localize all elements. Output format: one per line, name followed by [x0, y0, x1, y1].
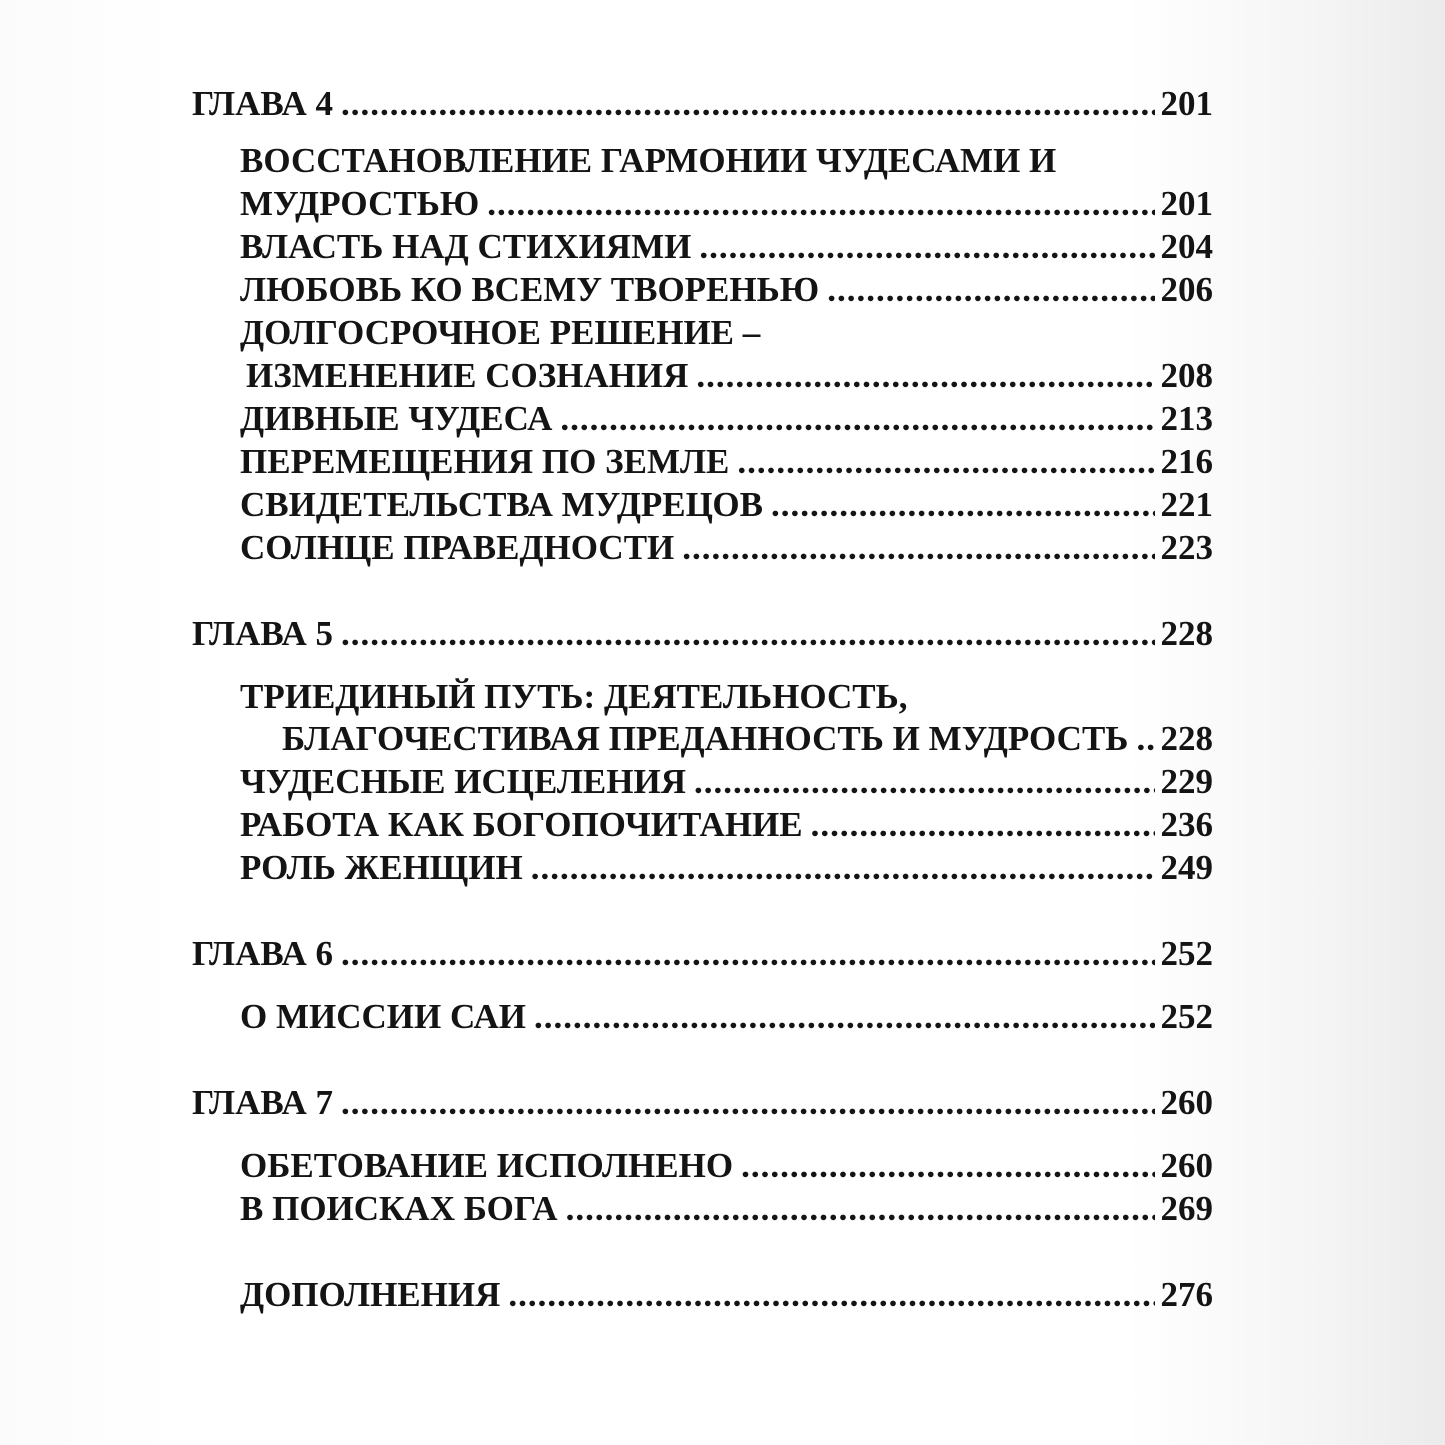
toc-entry-title: СВИДЕТЕЛЬСТВА МУДРЕЦОВ — [240, 485, 763, 524]
toc-page-number: 206 — [1160, 270, 1213, 309]
toc-page-number: 269 — [1160, 1189, 1213, 1228]
dot-leader — [694, 762, 1155, 802]
dot-leader — [341, 84, 1154, 124]
toc-entry-love-for-creation[interactable] — [240, 270, 1213, 310]
toc-entry-appendix[interactable] — [240, 1275, 1213, 1315]
toc-page-number: 276 — [1160, 1275, 1213, 1314]
toc-entry-wonderful-miracles[interactable] — [240, 399, 1213, 439]
toc-entry-work-as-worship[interactable] — [240, 805, 1213, 845]
toc-page-number: 216 — [1160, 442, 1213, 481]
dot-leader — [682, 528, 1154, 568]
dot-leader — [737, 442, 1154, 482]
dot-leader — [560, 399, 1154, 439]
toc-entry-title: СОЛНЦЕ ПРАВЕДНОСТИ — [240, 528, 675, 567]
toc-entry-title: ГЛАВА 7 — [192, 1083, 334, 1122]
toc-chapter-5[interactable] — [192, 614, 1213, 654]
toc-page-number: 260 — [1160, 1146, 1213, 1185]
toc-entry-title: МУДРОСТЬЮ — [240, 184, 480, 223]
toc-entry-promise-fulfilled[interactable] — [240, 1146, 1213, 1186]
toc-entry-long-term-solution[interactable] — [246, 356, 1213, 396]
toc-page-number: 213 — [1160, 399, 1213, 438]
toc-entry-title: БЛАГОЧЕСТИВАЯ ПРЕДАННОСТЬ И МУДРОСТЬ — [282, 719, 1129, 758]
dot-leader — [811, 805, 1155, 845]
toc-page-number: 201 — [1160, 184, 1213, 223]
toc-entry-restoring-harmony[interactable] — [240, 184, 1213, 224]
dot-leader — [341, 1083, 1154, 1123]
dot-leader — [487, 184, 1154, 224]
dot-leader — [531, 848, 1155, 888]
toc-chapter-6[interactable] — [192, 934, 1213, 974]
toc-entry-title-line1: ВОССТАНОВЛЕНИЕ ГАРМОНИИ ЧУДЕСАМИ И — [240, 141, 1057, 180]
toc-entry-title-line1: ТРИЕДИНЫЙ ПУТЬ: ДЕЯТЕЛЬНОСТЬ, — [240, 677, 908, 716]
toc-entry-travels[interactable] — [240, 442, 1213, 482]
dot-leader — [699, 227, 1154, 267]
toc-page-number: 252 — [1160, 997, 1213, 1036]
toc-page-number: 236 — [1160, 805, 1213, 844]
toc-entry-title: ГЛАВА 4 — [192, 84, 334, 123]
toc-entry-title: ДОПОЛНЕНИЯ — [240, 1275, 501, 1314]
dot-leader — [827, 270, 1154, 310]
toc-entry-title-line1: ДОЛГОСРОЧНОЕ РЕШЕНИЕ – — [240, 313, 761, 352]
dot-leader — [741, 1146, 1154, 1186]
toc-page-number: 208 — [1160, 356, 1213, 395]
toc-entry-sai-mission[interactable] — [240, 997, 1213, 1037]
toc-entry-title: ГЛАВА 6 — [192, 934, 334, 973]
dot-leader — [534, 997, 1154, 1037]
dot-leader — [508, 1275, 1154, 1315]
toc-entry-title: О МИССИИ САИ — [240, 997, 527, 1036]
toc-page-number: 204 — [1160, 227, 1213, 266]
toc-entry-title: В ПОИСКАХ БОГА — [240, 1189, 558, 1228]
dot-leader — [1136, 719, 1156, 759]
toc-page-number: 252 — [1160, 934, 1213, 973]
toc-page-number: 229 — [1160, 762, 1213, 801]
toc-entry-title: ПЕРЕМЕЩЕНИЯ ПО ЗЕМЛЕ — [240, 442, 730, 481]
dot-leader — [341, 614, 1154, 654]
dot-leader — [341, 934, 1154, 974]
toc-entry-role-of-women[interactable] — [240, 848, 1213, 888]
dot-leader — [696, 356, 1154, 396]
toc-page-number: 228 — [1160, 614, 1213, 653]
toc-page-number: 223 — [1160, 528, 1213, 567]
toc-entry-sages-testimonies[interactable] — [240, 485, 1213, 525]
toc-entry-power-over-elements[interactable] — [240, 227, 1213, 267]
toc-entry-title: РАБОТА КАК БОГОПОЧИТАНИЕ — [240, 805, 803, 844]
toc-entry-title: ГЛАВА 5 — [192, 614, 334, 653]
toc-page-number: 221 — [1160, 485, 1213, 524]
toc-entry-title: ОБЕТОВАНИЕ ИСПОЛНЕНО — [240, 1146, 734, 1185]
toc-entry-title: ВЛАСТЬ НАД СТИХИЯМИ — [240, 227, 692, 266]
toc-entry-triune-path[interactable] — [282, 719, 1213, 759]
toc-entry-miraculous-healings[interactable] — [240, 762, 1213, 802]
toc-page-number: 260 — [1160, 1083, 1213, 1122]
dot-leader — [566, 1189, 1155, 1229]
toc-page-number: 249 — [1160, 848, 1213, 887]
toc-entry-title: ДИВНЫЕ ЧУДЕСА — [240, 399, 553, 438]
toc-entry-sun-of-righteousness[interactable] — [240, 528, 1213, 568]
dot-leader — [771, 485, 1155, 525]
toc-entry-title: ЛЮБОВЬ КО ВСЕМУ ТВОРЕНЬЮ — [240, 270, 820, 309]
toc-page-number: 228 — [1160, 719, 1213, 758]
toc-entry-title: ЧУДЕСНЫЕ ИСЦЕЛЕНИЯ — [240, 762, 686, 801]
toc-entry-title: ИЗМЕНЕНИЕ СОЗНАНИЯ — [246, 356, 689, 395]
toc-chapter-4[interactable] — [192, 84, 1213, 124]
toc-chapter-7[interactable] — [192, 1083, 1213, 1123]
toc-page-number: 201 — [1160, 84, 1213, 123]
toc-entry-title: РОЛЬ ЖЕНЩИН — [240, 848, 523, 887]
toc-entry-seeking-god[interactable] — [240, 1189, 1213, 1229]
